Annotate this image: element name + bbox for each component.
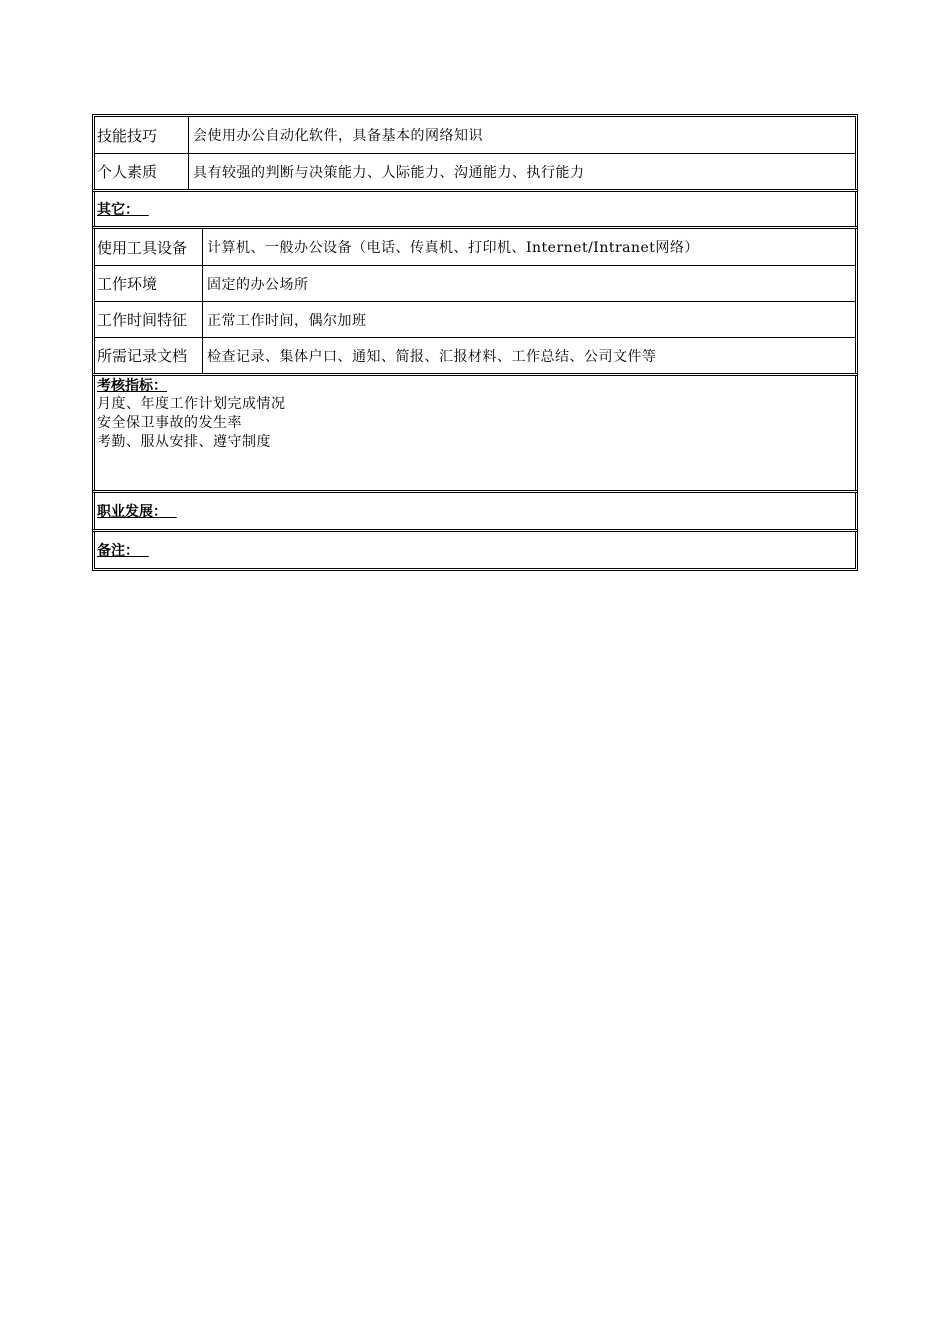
- job-description-document: [92, 114, 858, 571]
- work-conditions-table: [92, 226, 858, 376]
- records-label: 所需记录文档: [95, 338, 203, 373]
- tools-value: 计算机、一般办公设备（电话、传真机、打印机、Internet/Intranet网络）: [207, 240, 699, 256]
- qualities-value: 具有较强的判断与决策能力、人际能力、沟通能力、执行能力: [193, 164, 585, 181]
- qualities-row: [95, 153, 855, 189]
- remarks-section: [92, 529, 858, 571]
- other-section: [92, 189, 858, 229]
- career-section: [92, 490, 858, 532]
- assessment-item: 考勤、服从安排、遵守制度: [97, 434, 271, 450]
- environment-label: 工作环境: [95, 266, 203, 301]
- qualities-label: 个人素质: [95, 154, 189, 189]
- career-heading: 职业发展：: [97, 504, 177, 520]
- skills-qualities-table: [92, 114, 858, 192]
- records-row: [95, 337, 855, 373]
- environment-value: 固定的办公场所: [207, 276, 309, 293]
- records-value: 检查记录、集体户口、通知、简报、汇报材料、工作总结、公司文件等: [207, 348, 657, 365]
- worktime-value: 正常工作时间，偶尔加班: [207, 312, 367, 329]
- assessment-item: 安全保卫事故的发生率: [97, 415, 242, 431]
- tools-label: 使用工具设备: [95, 229, 203, 265]
- worktime-label: 工作时间特征: [95, 302, 203, 337]
- skills-label: 技能技巧: [95, 117, 189, 153]
- skills-value: 会使用办公自动化软件，具备基本的网络知识: [193, 128, 483, 144]
- tools-row: [95, 229, 855, 265]
- worktime-row: [95, 301, 855, 337]
- skills-row: [95, 117, 855, 153]
- assessment-heading: 考核指标：: [97, 378, 167, 394]
- assessment-section: [92, 373, 858, 493]
- other-heading: 其它：: [97, 202, 149, 218]
- remarks-heading: 备注：: [97, 543, 149, 559]
- environment-row: [95, 265, 855, 301]
- assessment-item: 月度、年度工作计划完成情况: [97, 396, 286, 412]
